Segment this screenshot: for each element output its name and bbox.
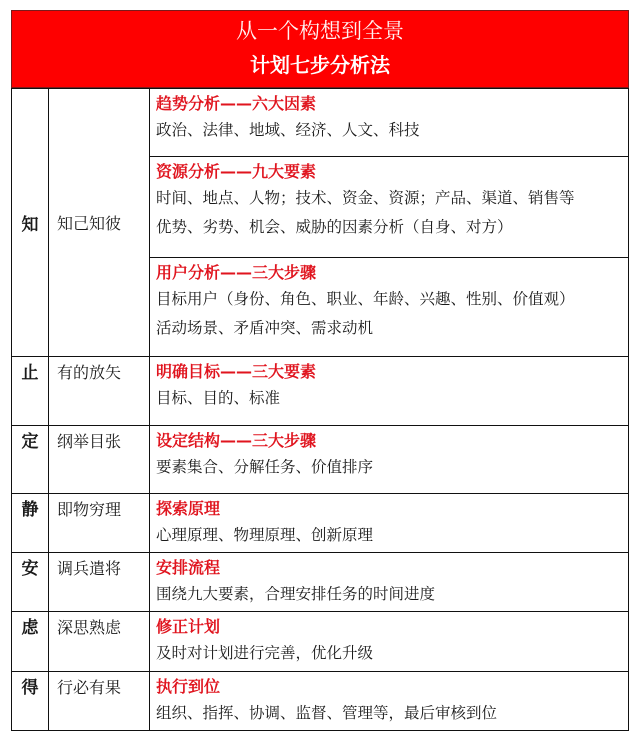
- table-row: [12, 494, 629, 553]
- step-idiom-text: 有的放矢: [57, 363, 122, 382]
- step-idiom: [49, 426, 150, 494]
- table-row: [12, 553, 629, 612]
- step-key-text: 知: [21, 215, 39, 235]
- section-line: 目标用户（身份、角色、职业、年龄、兴趣、性别、价值观）: [156, 290, 575, 308]
- section-title: 用户分析——三大步骤: [156, 263, 317, 282]
- section-title: 修正计划: [156, 617, 221, 636]
- step-idiom-text: 即物穷理: [57, 500, 122, 519]
- step-key: [12, 494, 49, 553]
- step-key: [12, 553, 49, 612]
- step-idiom: [49, 672, 150, 731]
- step-key: [12, 89, 49, 357]
- step-idiom: [49, 89, 150, 357]
- table-row: [12, 672, 629, 731]
- table-row: [12, 89, 629, 157]
- step-idiom: [49, 357, 150, 426]
- section-line: 优势、劣势、机会、威胁的因素分析（自身、对方）: [156, 218, 513, 236]
- section-line: 目标、目的、标准: [156, 389, 281, 407]
- header-title: 从一个构想到全景: [236, 19, 404, 43]
- section-title: 明确目标——三大要素: [156, 362, 317, 381]
- step-idiom: [49, 494, 150, 553]
- table-row: [12, 357, 629, 426]
- steps-grid: [11, 88, 629, 731]
- section-line: 要素集合、分解任务、价值排序: [156, 458, 374, 476]
- step-section: [150, 357, 629, 426]
- step-key-text: 虑: [21, 618, 39, 638]
- section-line: 活动场景、矛盾冲突、需求动机: [156, 319, 374, 337]
- step-section: [150, 672, 629, 731]
- section-line: 政治、法律、地域、经济、人文、科技: [156, 121, 420, 139]
- step-idiom-text: 调兵遣将: [57, 559, 122, 578]
- step-key: [12, 672, 49, 731]
- table-header: [11, 10, 629, 88]
- step-section: [150, 258, 629, 357]
- step-key-text: 止: [21, 363, 39, 383]
- step-idiom-text: 知己知彼: [57, 214, 122, 233]
- section-title: 执行到位: [156, 677, 221, 696]
- step-key: [12, 612, 49, 672]
- section-line: 围绕九大要素，合理安排任务的时间进度: [156, 585, 436, 603]
- section-line: 时间、地点、人物；技术、资金、资源；产品、渠道、销售等: [156, 189, 575, 207]
- section-title: 资源分析——九大要素: [156, 162, 317, 181]
- step-section: [150, 553, 629, 612]
- step-key-text: 静: [21, 500, 39, 520]
- step-idiom-text: 纲举目张: [57, 432, 122, 451]
- step-section: [150, 157, 629, 258]
- section-line: 组织、指挥、协调、监督、管理等，最后审核到位: [156, 704, 498, 722]
- section-title: 设定结构——三大步骤: [156, 431, 317, 450]
- header-subtitle: 计划七步分析法: [250, 53, 390, 77]
- section-line: 心理原理、物理原理、创新原理: [156, 526, 374, 544]
- step-idiom-text: 深思熟虑: [57, 618, 122, 637]
- step-idiom-text: 行必有果: [57, 678, 122, 697]
- section-title: 趋势分析——六大因素: [156, 94, 317, 113]
- step-key: [12, 426, 49, 494]
- section-title: 探索原理: [156, 499, 221, 518]
- section-line: 及时对计划进行完善，优化升级: [156, 644, 374, 662]
- step-key-text: 定: [21, 432, 39, 452]
- step-key-text: 安: [21, 559, 39, 579]
- section-title: 安排流程: [156, 558, 221, 577]
- step-section: [150, 89, 629, 157]
- step-idiom: [49, 612, 150, 672]
- step-section: [150, 494, 629, 553]
- step-key-text: 得: [21, 678, 39, 698]
- step-idiom: [49, 553, 150, 612]
- plan-seven-steps-table: [11, 10, 629, 731]
- table-row: [12, 426, 629, 494]
- table-row: [12, 612, 629, 672]
- step-section: [150, 612, 629, 672]
- step-section: [150, 426, 629, 494]
- step-key: [12, 357, 49, 426]
